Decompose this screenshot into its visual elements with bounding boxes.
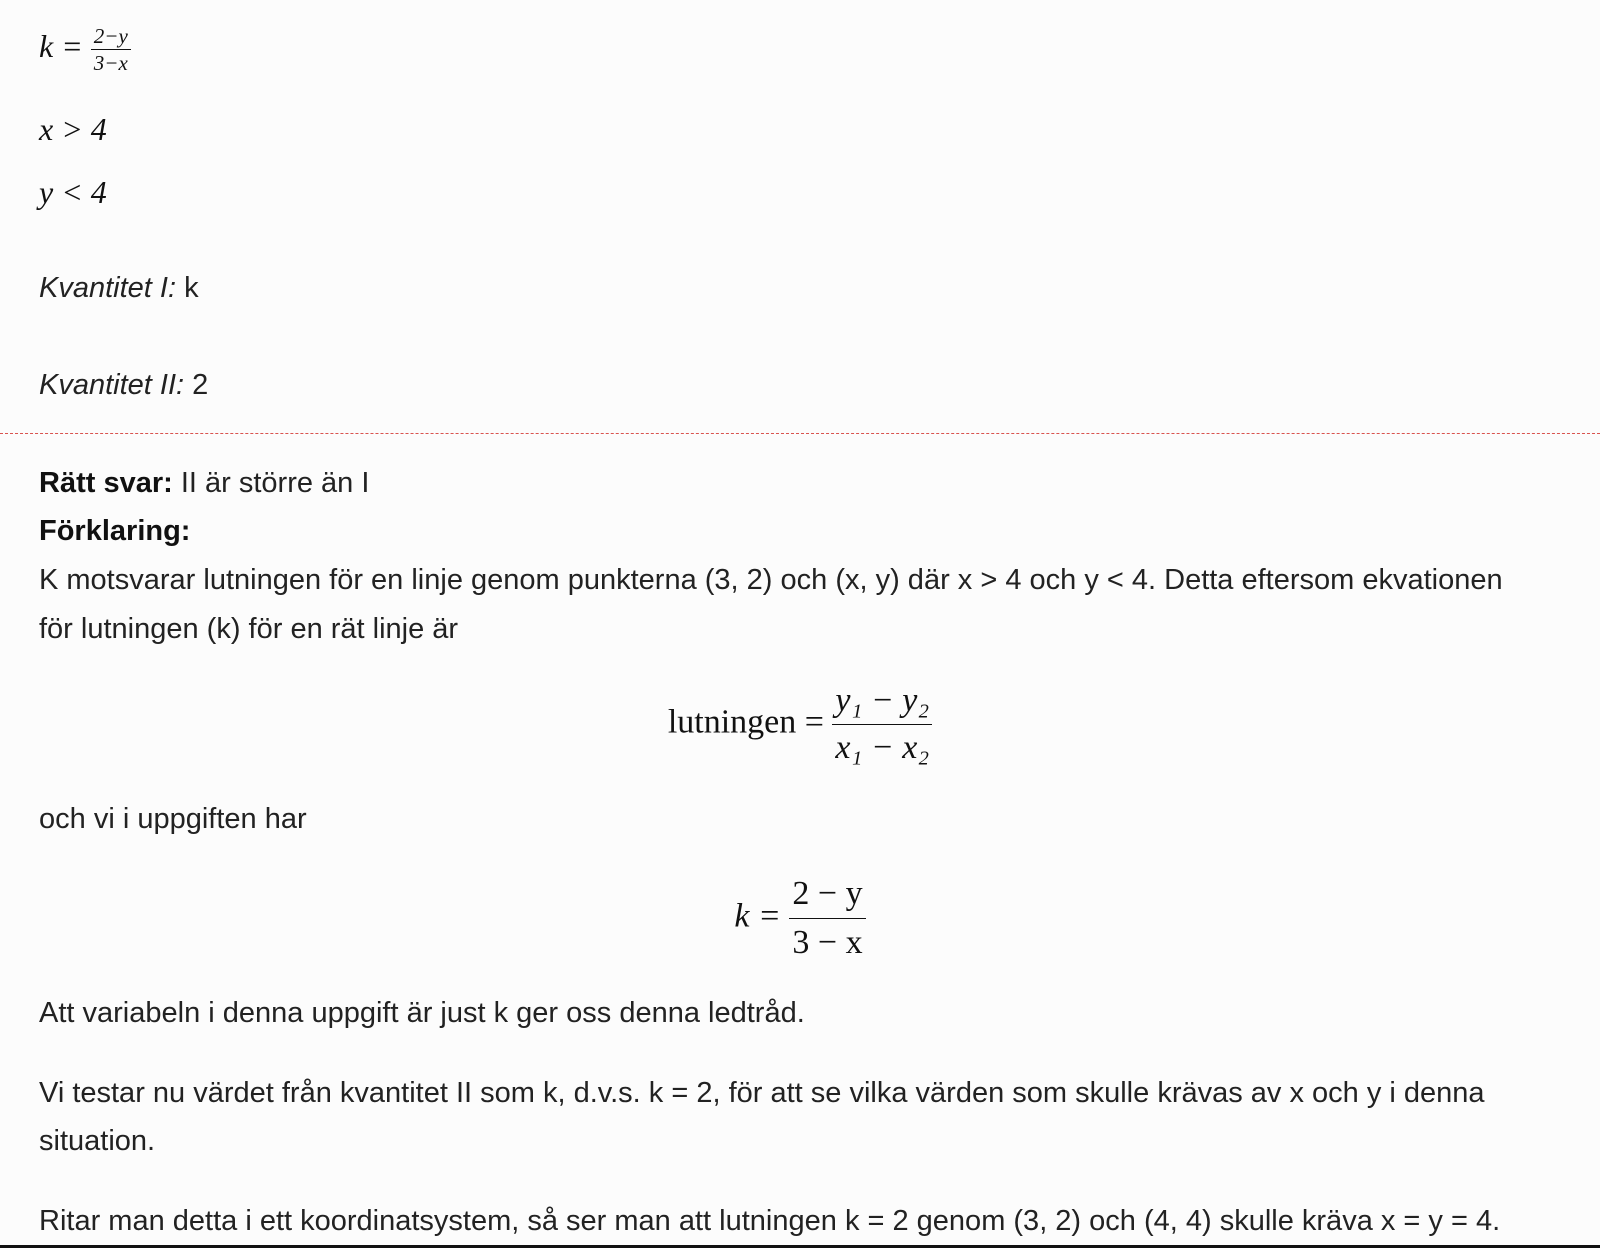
- k-formula-denominator: 3 − x: [792, 924, 863, 961]
- quantity-2-label: Kvantitet II:: [39, 369, 185, 401]
- quantity-1: [39, 264, 199, 313]
- explanation-heading: [39, 507, 190, 556]
- correct-answer-value: II är större än I: [172, 467, 370, 499]
- paragraph-3: Att variabeln i denna uppgift är just k ger oss denna ledtråd.: [39, 997, 805, 1029]
- paragraph-1-line-2: för lutningen (k) för en rät linje är: [39, 613, 459, 645]
- quantity-1-label: Kvantitet I:: [39, 272, 177, 304]
- paragraph-1-line-1: K motsvarar lutningen för en linje genom punkterna (3, 2) och (x, y) där x > 4 och y < 4. Detta eftersom ekvationen: [39, 564, 1503, 596]
- condition-y: y < 4: [39, 174, 107, 210]
- slope-formula-lhs: lutningen =: [667, 703, 824, 741]
- k-lhs: k =: [39, 28, 83, 64]
- divider: [0, 433, 1600, 434]
- k-fraction: [91, 23, 131, 76]
- paragraph-2: och vi i uppgiften har: [39, 803, 307, 835]
- quantity-2-value: 2: [184, 369, 209, 401]
- slope-fraction: [832, 678, 932, 771]
- slope-formula: [0, 678, 1600, 771]
- k-formula: [0, 870, 1600, 967]
- correct-answer: [39, 459, 369, 508]
- correct-answer-label: Rätt svar:: [39, 467, 173, 499]
- k-formula-fraction: [789, 870, 865, 967]
- slope-denominator: x₁ − x₂: [835, 729, 930, 766]
- k-denominator: 3−x: [93, 51, 128, 76]
- paragraph-5: Ritar man detta i ett koordinatsystem, så ser man att lutningen k = 2 genom (3, 2) och (4, 4) skulle kräva x = y = 4.: [39, 1205, 1501, 1237]
- paragraph-4-line-1: Vi testar nu värdet från kvantitet II som k, d.v.s. k = 2, för att se vilka värden som skulle krävas av x och y i denna: [39, 1077, 1485, 1109]
- quantity-1-value: k: [176, 272, 199, 304]
- k-definition: [39, 16, 131, 76]
- condition-x: x > 4: [39, 111, 107, 147]
- k-numerator: 2−y: [91, 23, 131, 50]
- k-formula-lhs: k =: [734, 897, 781, 935]
- quantity-2: [39, 361, 208, 410]
- slope-numerator: y₁ − y₂: [832, 678, 932, 725]
- k-formula-numerator: 2 − y: [789, 870, 865, 919]
- paragraph-4-line-2: situation.: [39, 1125, 156, 1157]
- explanation-label: Förklaring:: [39, 515, 191, 547]
